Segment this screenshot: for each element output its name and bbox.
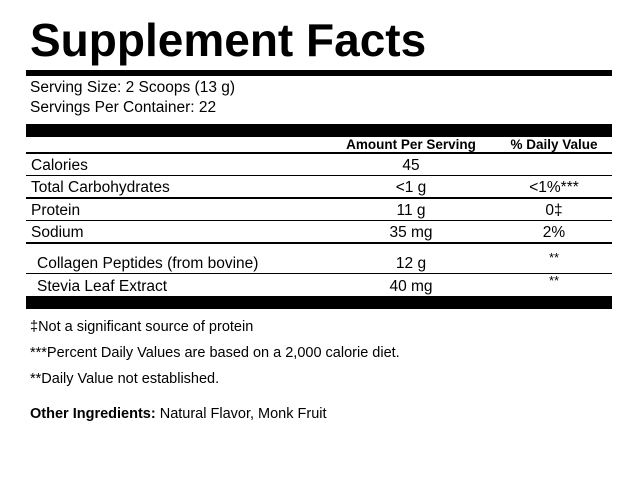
servings-per-container: Servings Per Container: 22 (30, 99, 217, 116)
nutrient-name: Total Carbohydrates (31, 179, 170, 196)
ingredient-daily-value: ** (548, 273, 560, 289)
footnote-percent-daily-value: ***Percent Daily Values are based on a 2,000 calorie diet. (30, 345, 400, 362)
table-row (26, 251, 612, 273)
table-row (26, 199, 612, 220)
ingredient-name: Collagen Peptides (from bovine) (37, 254, 259, 272)
table-top-band (26, 124, 612, 137)
ingredient-amount: 12 g (395, 254, 427, 272)
footnotes (30, 314, 612, 392)
nutrition-table (26, 137, 612, 296)
page-title: Supplement Facts (30, 14, 427, 66)
nutrient-daily-value: 2% (542, 224, 566, 241)
nutrient-name: Sodium (31, 224, 84, 241)
table-row (26, 154, 612, 175)
footnote-protein: ‡Not a significant source of protein (30, 319, 254, 336)
table-row (26, 176, 612, 197)
supplement-facts-panel (26, 14, 612, 424)
nutrient-amount: <1 g (395, 179, 427, 196)
other-ingredients-value: Natural Flavor, Monk Fruit (159, 406, 327, 423)
column-header-percent-daily-value: % Daily Value (510, 137, 598, 152)
other-ingredients (30, 404, 612, 424)
nutrient-daily-value: 0‡ (545, 201, 563, 219)
nutrient-amount: 35 mg (389, 224, 433, 241)
table-bottom-band (26, 296, 612, 309)
column-header-nutrient (26, 137, 326, 152)
section-gap (26, 244, 612, 251)
title-divider (26, 70, 612, 76)
other-ingredients-label: Other Ingredients: (30, 406, 156, 423)
nutrient-amount: 45 (402, 156, 420, 174)
nutrient-daily-value: <1%*** (529, 179, 579, 196)
serving-size: Serving Size: 2 Scoops (13 g) (30, 79, 236, 96)
nutrient-daily-value (496, 154, 612, 175)
table-row (26, 221, 612, 242)
serving-info (30, 78, 612, 118)
table-header-row (26, 137, 612, 152)
footnote-daily-value-not-established: **Daily Value not established. (30, 371, 220, 388)
column-header-amount-per-serving: Amount Per Serving (346, 137, 476, 152)
nutrient-amount: 11 g (396, 201, 426, 219)
ingredient-amount: 40 mg (389, 278, 433, 296)
nutrient-name: Protein (31, 201, 81, 219)
nutrient-name: Calories (31, 156, 88, 174)
ingredient-name: Stevia Leaf Extract (37, 278, 168, 296)
ingredient-daily-value: ** (548, 249, 560, 265)
table-row (26, 274, 612, 296)
